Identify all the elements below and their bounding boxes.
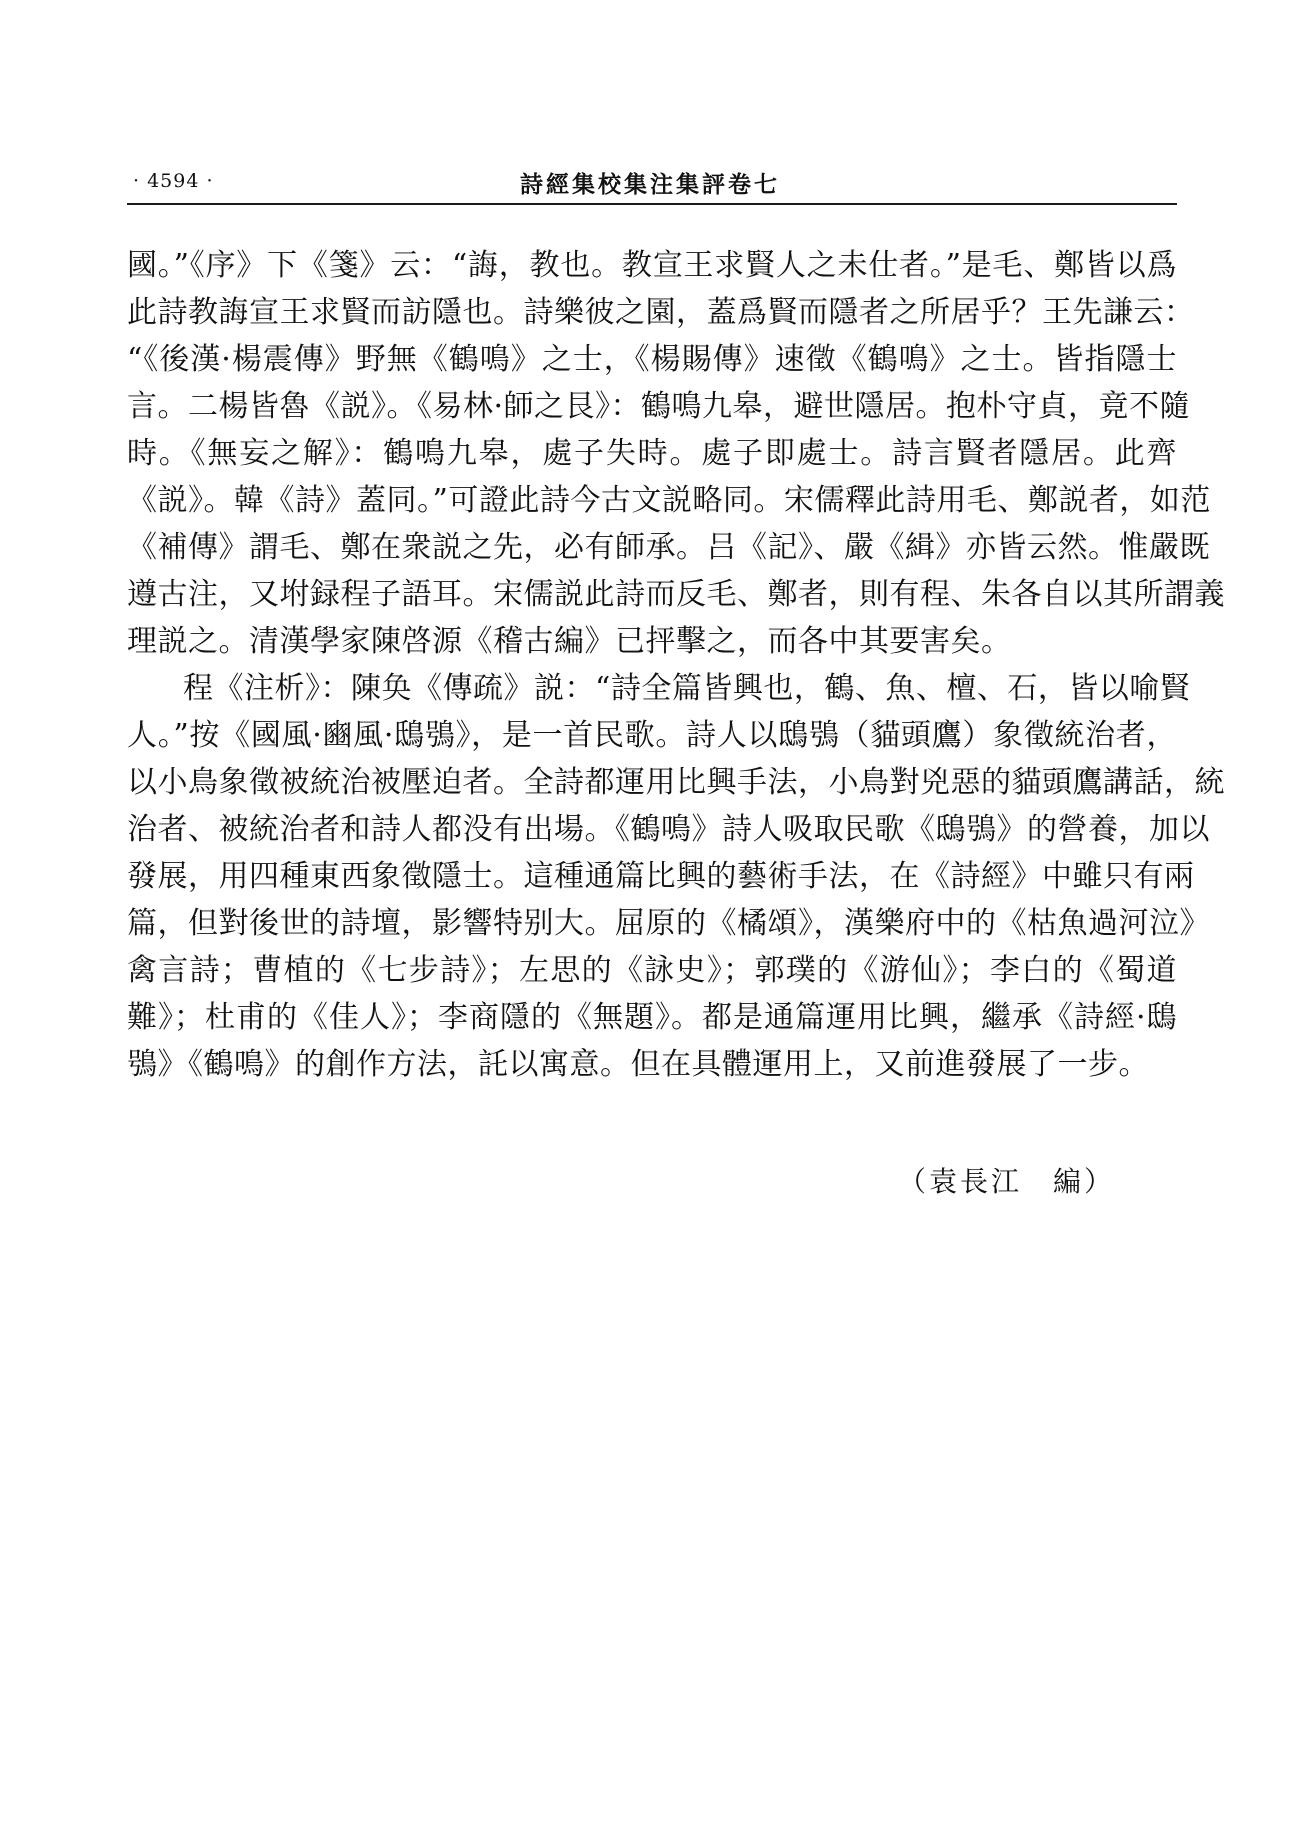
text-line-14: 發展，用四種東西象徵隱士。這種通篇比興的藝術手法，在《詩經》中雖只有兩 xyxy=(127,859,1195,894)
page-number: · 4594 · xyxy=(133,170,214,192)
text-line-15: 篇，但對後世的詩壇，影響特别大。屈原的《橘頌》，漢樂府中的《枯魚過河泣》 xyxy=(127,906,1210,941)
text-line-11: 人。”按《國風·豳風·鴟鴞》，是一首民歌。詩人以鴟鴞（貓頭鷹）象徵統治者， xyxy=(127,718,1177,753)
text-line-10: 程《注析》：陳奂《傳疏》説：“詩全篇皆興也，鶴、魚、檀、石，皆以喻賢 xyxy=(183,671,1191,706)
text-line-7: 《補傳》謂毛、鄭在衆説之先，必有師承。吕《記》、嚴《緝》亦皆云然。惟嚴既 xyxy=(127,530,1210,565)
text-line-4: 言。二楊皆魯《説》。《易林·師之艮》：鶴鳴九皋，避世隱居。抱朴守貞，竟不隨 xyxy=(127,389,1191,424)
text-line-9: 理説之。清漢學家陳啓源《稽古編》已抨擊之，而各中其要害矣。 xyxy=(127,624,1012,659)
text-line-3: “《後漢·楊震傳》野無《鶴鳴》之士，《楊賜傳》速徵《鶴鳴》之士。皆指隱士 xyxy=(127,342,1177,377)
text-line-1: 國。”《序》下《箋》云：“誨，教也。教宣王求賢人之未仕者。”是毛、鄭皆以爲 xyxy=(127,248,1177,283)
editor-attribution: （袁長江 編） xyxy=(897,1165,1115,1198)
text-line-8: 遵古注，又坿録程子語耳。宋儒説此詩而反毛、鄭者，則有程、朱各自以其所謂義 xyxy=(127,577,1225,612)
body-text xyxy=(127,242,1225,1088)
text-line-16: 禽言詩；曹植的《七步詩》；左思的《詠史》；郭璞的《游仙》；李白的《蜀道 xyxy=(127,953,1177,988)
running-title: 詩經集校集注集評卷七 xyxy=(520,171,780,198)
text-line-18: 鴞》《鶴鳴》的創作方法，託以寓意。但在具體運用上，又前進發展了一步。 xyxy=(127,1047,1149,1082)
header-rule xyxy=(127,203,1177,205)
text-line-17: 難》；杜甫的《佳人》；李商隱的《無題》。都是通篇運用比興，繼承《詩經·鴟 xyxy=(127,1000,1177,1035)
text-line-13: 治者、被統治者和詩人都没有出場。《鶴鳴》詩人吸取民歌《鴟鴞》的營養，加以 xyxy=(127,812,1210,847)
text-line-2: 此詩教誨宣王求賢而訪隱也。詩樂彼之園，蓋爲賢而隱者之所居乎？王先謙云： xyxy=(127,295,1195,330)
text-line-12: 以小鳥象徵被統治被壓迫者。全詩都運用比興手法，小鳥對兇惡的貓頭鷹講話，統 xyxy=(127,765,1225,800)
text-line-6: 《説》。韓《詩》蓋同。”可證此詩今古文説略同。宋儒釋此詩用毛、鄭説者，如范 xyxy=(127,483,1211,518)
text-line-5: 時。《無妄之解》：鶴鳴九皋，處子失時。處子即處士。詩言賢者隱居。此齊 xyxy=(127,436,1177,471)
